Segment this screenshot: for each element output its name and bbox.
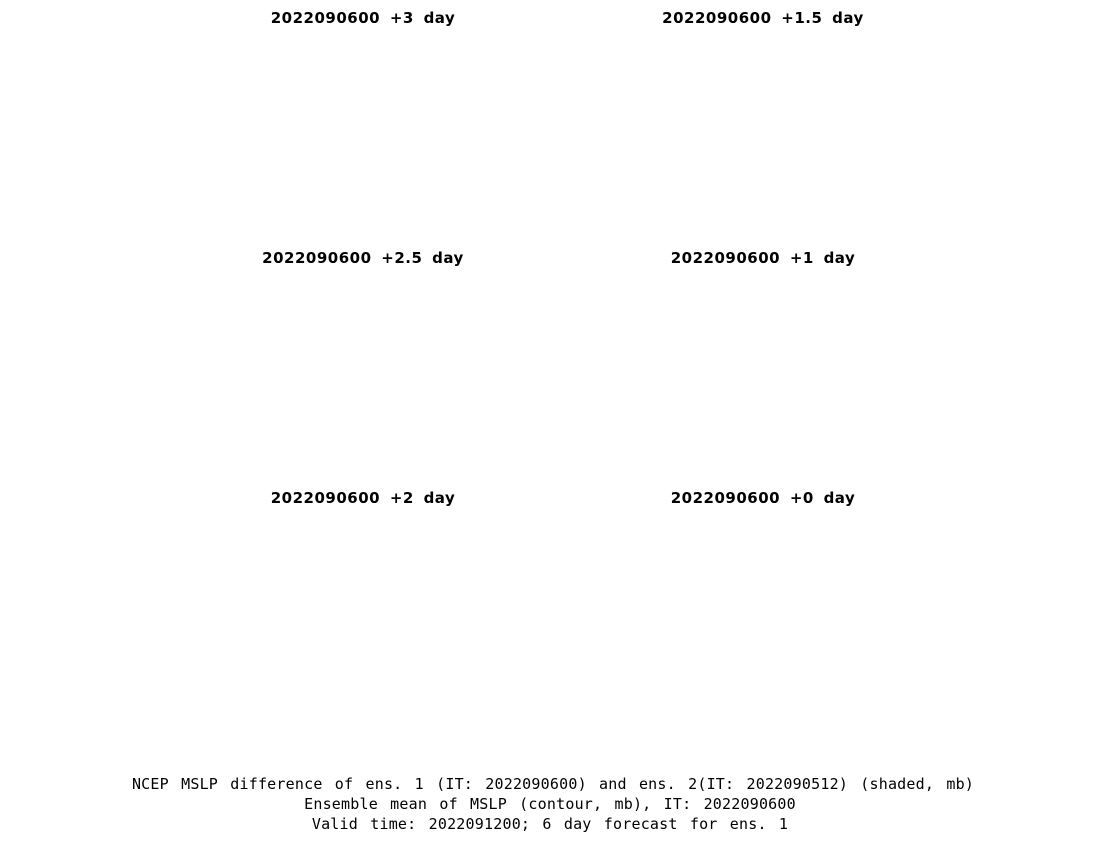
caption-line-contour-description: Ensemble mean of MSLP (contour, mb), IT: 2022090600: [304, 795, 796, 813]
panel-plot-area-plus-0-day: [583, 512, 943, 712]
panel-title-plus-1-5-day: 2022090600 +1.5 day: [662, 9, 864, 27]
panel-title-plus-1-day: 2022090600 +1 day: [670, 249, 856, 267]
panel-title-plus-2-5-day: 2022090600 +2.5 day: [262, 249, 464, 267]
panel-plot-area-plus-2-5-day: [183, 272, 543, 472]
panel-plot-area-plus-1-5-day: [583, 32, 943, 232]
panel-title-plus-2-day: 2022090600 +2 day: [270, 489, 456, 507]
figure-caption: [0, 774, 1100, 834]
caption-line-valid-time: Valid time: 2022091200; 6 day forecast for ens. 1: [311, 815, 789, 833]
caption-line-shaded-description: NCEP MSLP difference of ens. 1 (IT: 2022090600) and ens. 2(IT: 2022090512) (shaded, mb): [131, 775, 975, 793]
panel-plot-area-plus-1-day: [583, 272, 943, 472]
panel-title-plus-3-day: 2022090600 +3 day: [270, 9, 456, 27]
panel-plot-area-plus-2-day: [183, 512, 543, 712]
panel-plot-area-plus-3-day: [183, 32, 543, 232]
panel-title-plus-0-day: 2022090600 +0 day: [670, 489, 856, 507]
